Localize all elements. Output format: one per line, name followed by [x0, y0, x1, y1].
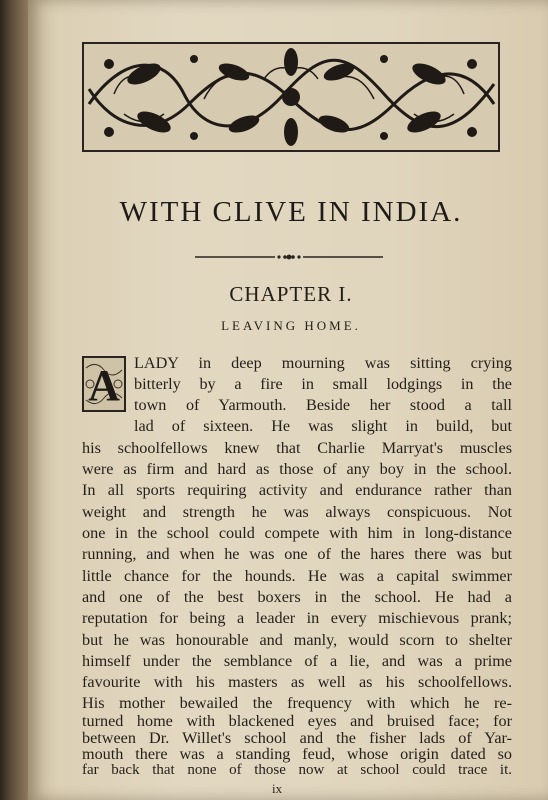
text-line: town of Yarmouth. Beside her stood a tall [134, 396, 512, 414]
text-line: one in the school could compete with him in long-distance [82, 524, 512, 542]
text-line: LADY in deep mourning was sitting crying [134, 354, 512, 372]
drop-cap [82, 356, 126, 412]
text-line: In all sports requiring activity and endurance rather than [82, 481, 512, 499]
text-line: His mother bewailed the frequency with which he re- [82, 694, 512, 712]
text-line: between Dr. Willet's school and the fisher lads of Yar- [82, 729, 512, 747]
chapter-heading: CHAPTER I. [229, 282, 353, 306]
text-line: turned home with blackened eyes and bruised face; for [82, 712, 512, 730]
text-line: but he was honourable and manly, would scorn to shelter [82, 631, 512, 649]
text-line: mouth there was a standing feud, whose origin dated so [82, 745, 512, 763]
ornamental-headpiece [82, 42, 500, 152]
text-line: lad of sixteen. He was slight in build, but [134, 417, 512, 435]
book-title: WITH CLIVE IN INDIA. [119, 196, 463, 228]
chapter-title: LEAVING HOME. [221, 318, 361, 333]
text-line: running, and when he was one of the hares there was but [82, 545, 512, 563]
drop-cap-letter: A [88, 361, 120, 410]
text-line: reputation for being a leader in every mischievous prank; [82, 609, 512, 627]
text-line: bitterly by a fire in small lodgings in the [134, 375, 512, 393]
page-number: ix [272, 781, 283, 796]
text-line: far back that none of those now at school could trace it. [82, 762, 512, 778]
text-line: himself under the semblance of a lie, and was a prime [82, 652, 512, 670]
text-line: were as firm and hard as those of any boy in the school. [82, 460, 512, 478]
text-line: his schoolfellows knew that Charlie Marryat's muscles [82, 439, 512, 457]
text-line: weight and strength he was always conspicuous. Not [82, 503, 512, 521]
text-line: and one of the best boxers in the school. He had a [82, 588, 512, 606]
text-line: favourite with his masters as well as his schoolfellows. [82, 673, 512, 691]
text-line: little chance for the hounds. He was a capital swimmer [82, 567, 512, 585]
decorative-rule [195, 250, 383, 264]
book-gutter [0, 0, 28, 800]
